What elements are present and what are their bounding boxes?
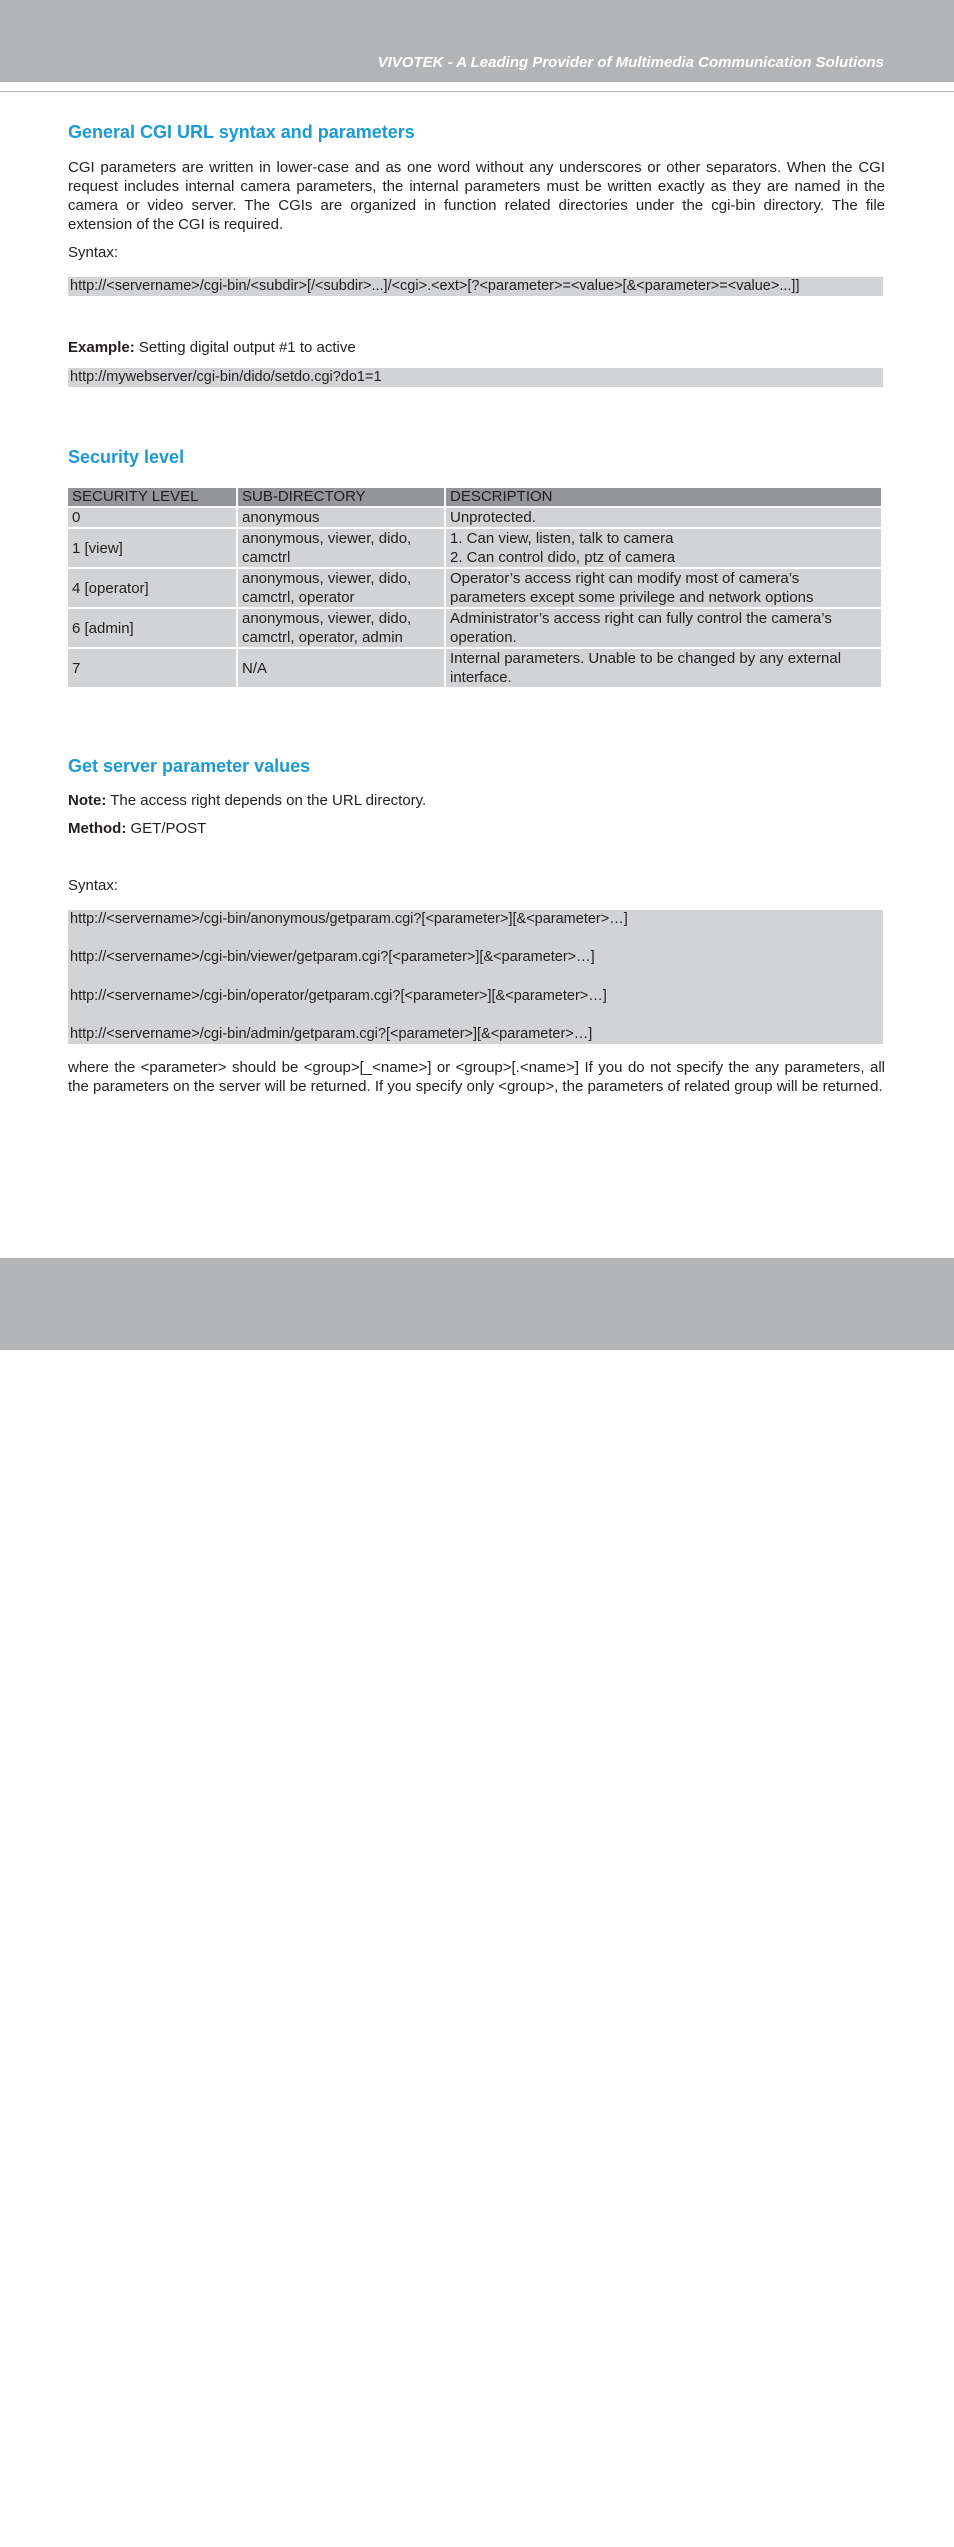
column-header: SUB-DIRECTORY [238, 488, 444, 506]
subdirectory-cell: anonymous, viewer, dido, camctrl, operator [238, 569, 444, 607]
getparam-url: http://<servername>/cgi-bin/viewer/getparam.cgi?[<parameter>][&<parameter>…] [70, 949, 595, 965]
note-label: Note: [68, 792, 107, 809]
syntax-label: Syntax: [68, 877, 119, 894]
syntax-code: http://<servername>/cgi-bin/<subdir>[/<subdir>...]/<cgi>.<ext>[?<parameter>=<value>[&<parameter>=<value>...]] [70, 278, 800, 294]
note-text: The access right depends on the URL directory. [106, 792, 427, 809]
section-heading-get-server-params: Get server parameter values [68, 756, 311, 776]
description-line: 2. Can control dido, ptz of camera [450, 549, 676, 566]
header-band [0, 0, 954, 82]
security-level-cell: 4 [operator] [68, 569, 236, 607]
section-heading-security-level: Security level [68, 447, 185, 467]
method-label: Method: [68, 820, 127, 837]
description-cell [446, 529, 881, 567]
page-number: User's Manual - 69 [777, 2532, 886, 2547]
description-line: 1. Can view, listen, talk to camera [450, 530, 674, 547]
method-line [68, 820, 206, 837]
syntax-label: Syntax: [68, 244, 119, 261]
description-cell: Operator’s access right can modify most of camera’s parameters except some privilege and network options [446, 569, 881, 607]
example-line [68, 339, 356, 356]
cgi-intro-paragraph: CGI parameters are written in lower-case and as one word without any underscores or other separators. When the CGI request includes internal camera parameters, the internal parameters must be written exactly as they are named in the camera or video server. The CGIs are organized in function related directories under the cgi-bin directory. The file extension of the CGI is required. [68, 159, 885, 233]
getparam-url: http://<servername>/cgi-bin/admin/getparam.cgi?[<parameter>][&<parameter>…] [70, 1026, 593, 1042]
table-header-row [68, 488, 881, 506]
getparam-url: http://<servername>/cgi-bin/operator/getparam.cgi?[<parameter>][&<parameter>…] [70, 988, 607, 1004]
example-text: Setting digital output #1 to active [134, 339, 356, 356]
security-level-cell: 0 [68, 508, 236, 527]
description-cell: Internal parameters. Unable to be changed by any external interface. [446, 649, 881, 687]
description-cell: Unprotected. [446, 508, 881, 527]
method-text: GET/POST [126, 820, 207, 837]
getparam-syntax-block [68, 910, 883, 1044]
getparam-url: http://<servername>/cgi-bin/anonymous/getparam.cgi?[<parameter>][&<parameter>…] [70, 911, 628, 927]
table-row [68, 649, 881, 687]
security-level-cell: 7 [68, 649, 236, 687]
parameter-explanation-paragraph: where the <parameter> should be <group>[_<name>] or <group>[.<name>] If you do not specify the any parameters, all the parameters on the server will be returned. If you specify only <group>, the parameters of related group will be returned. [68, 1059, 885, 1095]
section-heading-cgi-syntax: General CGI URL syntax and parameters [68, 122, 415, 142]
description-cell: Administrator’s access right can fully control the camera’s operation. [446, 609, 881, 647]
subdirectory-cell: anonymous [238, 508, 444, 527]
security-level-cell: 1 [view] [68, 529, 236, 567]
example-label: Example: [68, 339, 135, 356]
note-line [68, 792, 426, 809]
subdirectory-cell: N/A [238, 649, 444, 687]
header-title: VIVOTEK - A Leading Provider of Multimedia Communication Solutions [377, 54, 884, 71]
column-header: DESCRIPTION [446, 488, 881, 506]
security-level-table [66, 486, 883, 689]
table-row [68, 508, 881, 527]
example-code-bar [68, 368, 883, 387]
footer-band [0, 1258, 954, 2547]
header-divider [0, 91, 954, 92]
table-row [68, 569, 881, 607]
subdirectory-cell: anonymous, viewer, dido, camctrl [238, 529, 444, 567]
table-row [68, 529, 881, 567]
subdirectory-cell: anonymous, viewer, dido, camctrl, operator, admin [238, 609, 444, 647]
table-row [68, 609, 881, 647]
security-level-cell: 6 [admin] [68, 609, 236, 647]
example-url: http://mywebserver/cgi-bin/dido/setdo.cgi?do1=1 [70, 369, 382, 385]
column-header: SECURITY LEVEL [68, 488, 236, 506]
syntax-code-bar [68, 277, 883, 296]
